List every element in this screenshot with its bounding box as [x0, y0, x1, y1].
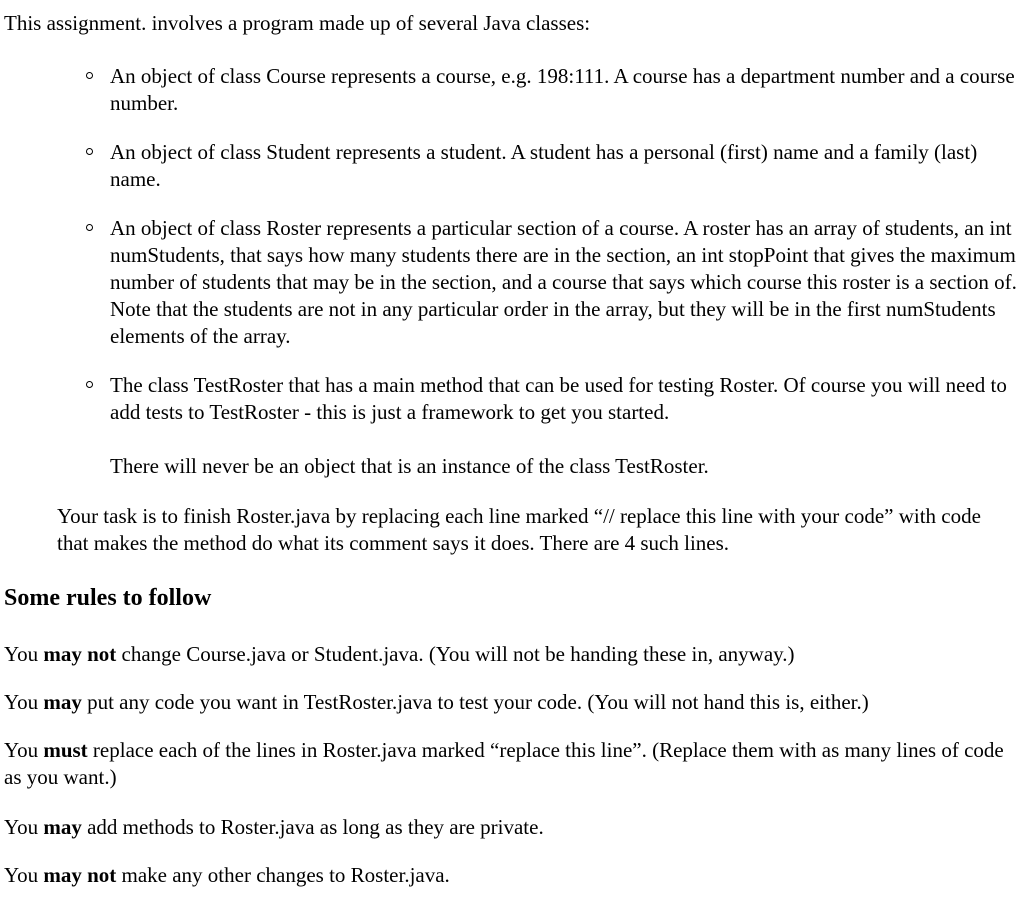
list-item-text: An object of class Roster represents a particular section of a course. A roster has an array of students, an int numStudents, that says how many students there are in the section, an int stopPoint that gives the maximum number of students that may be in the section, and a course that says which course this roster is a section of. Note that the students are not in any particular order in the array, but they will be in the first numStudents elements of the array.: [110, 216, 1017, 348]
rule-4: [4, 814, 1020, 841]
rule-pre: You: [4, 642, 44, 666]
rule-emphasis: may: [43, 690, 82, 714]
hollow-bullet-icon: [86, 224, 93, 231]
task-text: Your task is to finish Roster.java by replacing each line marked “// replace this line with your code” with code that makes the method do what its comment says it does. There are 4 such lines.: [57, 504, 981, 555]
rules-heading: Some rules to follow: [4, 585, 212, 611]
class-list: [4, 63, 1020, 502]
rule-pre: You: [4, 690, 44, 714]
rule-1: [4, 641, 1020, 668]
intro-text: This assignment. involves a program made up of several Java classes:: [4, 11, 591, 35]
list-item-text: The class TestRoster that has a main method that can be used for testing Roster. Of course you will need to add tests to TestRoster - this is just a framework to get you started.: [110, 373, 1007, 424]
rule-emphasis: may: [43, 815, 82, 839]
list-item-testroster: [4, 372, 1020, 480]
list-item-note: There will never be an object that is an instance of the class TestRoster.: [110, 454, 709, 478]
list-item-roster: [4, 215, 1020, 350]
hollow-bullet-icon: [86, 148, 93, 155]
list-item-course: [4, 63, 1020, 117]
rule-post: change Course.java or Student.java. (You will not be handing these in, anyway.): [116, 642, 795, 666]
rule-post: replace each of the lines in Roster.java marked “replace this line”. (Replace them with as many lines of code as you want.): [4, 738, 1004, 789]
hollow-bullet-icon: [86, 381, 93, 388]
rule-post: add methods to Roster.java as long as they are private.: [81, 815, 544, 839]
list-item-student: [4, 139, 1020, 193]
rule-emphasis: must: [43, 738, 88, 762]
rule-pre: You: [4, 815, 44, 839]
rule-2: [4, 689, 1020, 716]
rule-pre: You: [4, 738, 44, 762]
rule-3: [4, 737, 1020, 791]
rule-emphasis: may not: [43, 642, 117, 666]
hollow-bullet-icon: [86, 72, 93, 79]
rule-emphasis: may not: [43, 863, 117, 887]
list-item-text: An object of class Student represents a student. A student has a personal (first) name and a family (last) name.: [110, 140, 978, 191]
rule-post: put any code you want in TestRoster.java to test your code. (You will not hand this is, either.): [81, 690, 869, 714]
rule-5: [4, 862, 1020, 889]
list-item-text: An object of class Course represents a course, e.g. 198:111. A course has a department number and a course number.: [110, 64, 1015, 115]
rule-pre: You: [4, 863, 44, 887]
rule-post: make any other changes to Roster.java.: [116, 863, 450, 887]
